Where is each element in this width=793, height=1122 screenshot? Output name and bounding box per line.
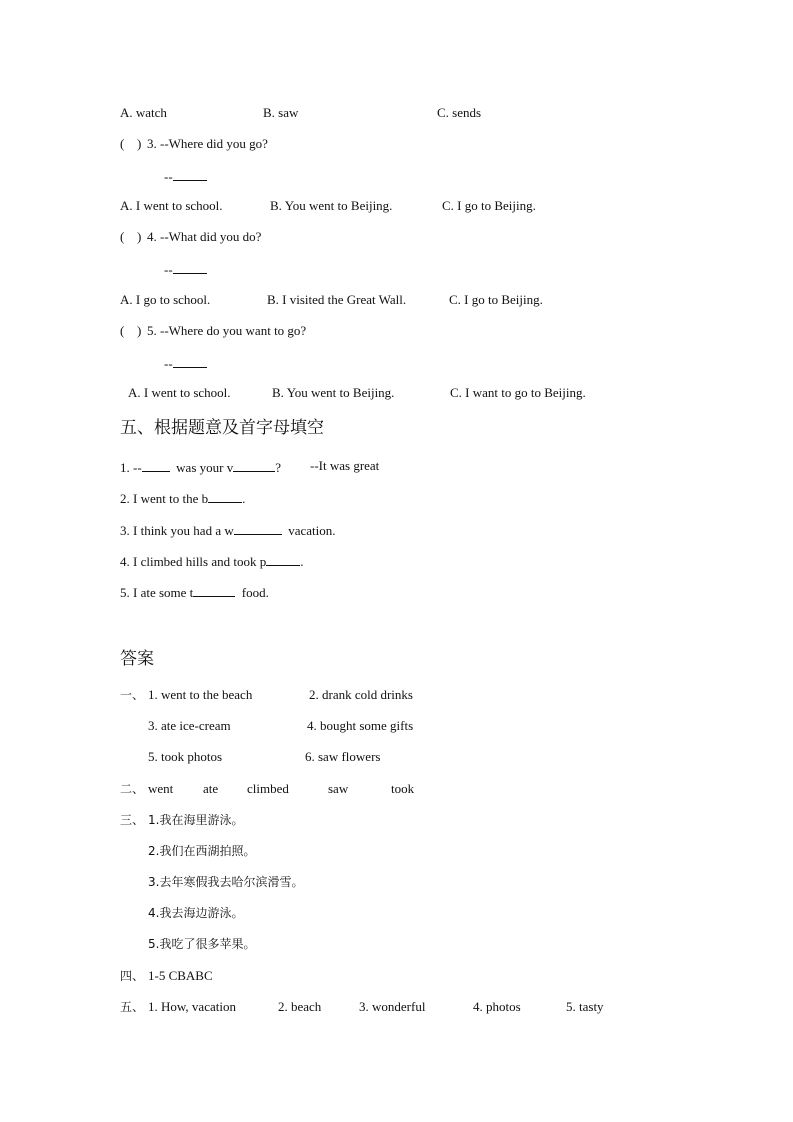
q3-paren-close: ) (137, 136, 142, 151)
answer-blank (173, 260, 207, 274)
answers-part1-item-5: 5. took photos (148, 749, 223, 764)
q5-answer-blank (164, 354, 207, 372)
q3-option-c: C. I go to Beijing. (442, 198, 536, 213)
q4-option-b: B. I visited the Great Wall. (267, 292, 407, 307)
answers-part3-label: 三、 (120, 813, 145, 827)
q4-answer-prefix: -- (164, 262, 173, 277)
answers-part3-item-1: 1.我在海里游泳。 (148, 813, 244, 827)
q4-prompt: 4. --What did you do? (147, 229, 262, 244)
item-punct: . (242, 491, 246, 506)
answers-part1-item-3: 3. ate ice-cream (148, 718, 231, 733)
answers-part2-word-4: saw (328, 781, 349, 796)
answers-part3-item-4: 4.我去海边游泳。 (148, 906, 244, 920)
answers-part1-item-1: 1. went to the beach (148, 687, 253, 702)
answers-part2-word-1: went (148, 781, 174, 796)
item-text: 4. I climbed hills and took p (120, 554, 267, 569)
answers-part1-item-6: 6. saw flowers (305, 749, 381, 764)
item-text: food. (241, 585, 269, 600)
fill-blank (266, 552, 300, 566)
q5-option-a: A. I went to school. (128, 385, 231, 400)
answers-part4-label: 四、 (120, 969, 145, 983)
q2-option-c: C. sends (437, 105, 482, 120)
q3-answer-prefix: -- (164, 169, 173, 184)
section5-item-5-text (120, 583, 269, 601)
q5-prompt: 5. --Where do you want to go? (147, 323, 307, 338)
q4-option-c: C. I go to Beijing. (449, 292, 543, 307)
q3-paren-open: ( (120, 136, 125, 151)
fill-blank (193, 583, 235, 597)
answers-part5-item-5: 5. tasty (566, 999, 604, 1014)
q5-paren-close: ) (137, 323, 142, 338)
answers-part2-label: 二、 (120, 782, 145, 796)
q5-answer-prefix: -- (164, 356, 173, 371)
answers-part1-item-4: 4. bought some gifts (307, 718, 414, 733)
q5-paren-open: ( (120, 323, 125, 338)
section5-item-1-text (120, 458, 281, 476)
item-punct: ? (275, 460, 281, 475)
answers-part5-item-3: 3. wonderful (359, 999, 426, 1014)
answers-part5-label: 五、 (120, 1000, 145, 1014)
q4-answer-blank (164, 260, 207, 278)
section5-item-1-reply: --It was great (310, 458, 380, 473)
section5-item-4-text (120, 552, 303, 570)
answers-part2-word-2: ate (203, 781, 219, 796)
q3-prompt: 3. --Where did you go? (147, 136, 268, 151)
item-text: 2. I went to the b (120, 491, 209, 506)
q3-answer-blank (164, 167, 207, 185)
item-punct: . (300, 554, 304, 569)
q4-option-a: A. I go to school. (120, 292, 211, 307)
answers-part1-label: 一、 (120, 688, 145, 702)
answer-blank (173, 354, 207, 368)
q2-option-a: A. watch (120, 105, 167, 120)
answers-part3-item-5: 5.我吃了很多苹果。 (148, 937, 256, 951)
answers-part1-item-2: 2. drank cold drinks (309, 687, 413, 702)
q4-paren-open: ( (120, 229, 125, 244)
item-text: vacation. (288, 523, 336, 538)
q3-option-b: B. You went to Beijing. (270, 198, 393, 213)
fill-blank (208, 489, 242, 503)
answers-part5-item-4: 4. photos (473, 999, 521, 1014)
fill-blank (233, 458, 275, 472)
section5-item-3-text (120, 521, 336, 539)
item-text: was your v (176, 460, 234, 475)
q3-option-a: A. I went to school. (120, 198, 223, 213)
answers-part3-item-3: 3.去年寒假我去哈尔滨滑雪。 (148, 875, 304, 889)
answers-part3-item-2: 2.我们在西湖拍照。 (148, 844, 256, 858)
answer-blank (173, 167, 207, 181)
answers-part2-word-3: climbed (247, 781, 289, 796)
answers-title: 答案 (120, 649, 154, 669)
q2-option-b: B. saw (263, 105, 299, 120)
item-text: 1. -- (120, 460, 142, 475)
fill-blank (234, 521, 282, 535)
item-text: 5. I ate some t (120, 585, 194, 600)
section5-item-2-text (120, 489, 245, 507)
q5-option-c: C. I want to go to Beijing. (450, 385, 586, 400)
answers-part2-word-5: took (391, 781, 415, 796)
q5-option-b: B. You went to Beijing. (272, 385, 395, 400)
q4-paren-close: ) (137, 229, 142, 244)
fill-blank (142, 458, 170, 472)
answers-part4-text: 1-5 CBABC (148, 968, 213, 983)
answers-part5-item-1: 1. How, vacation (148, 999, 236, 1014)
answers-part5-item-2: 2. beach (278, 999, 322, 1014)
item-text: 3. I think you had a w (120, 523, 234, 538)
section5-title: 五、根据题意及首字母填空 (120, 418, 324, 438)
